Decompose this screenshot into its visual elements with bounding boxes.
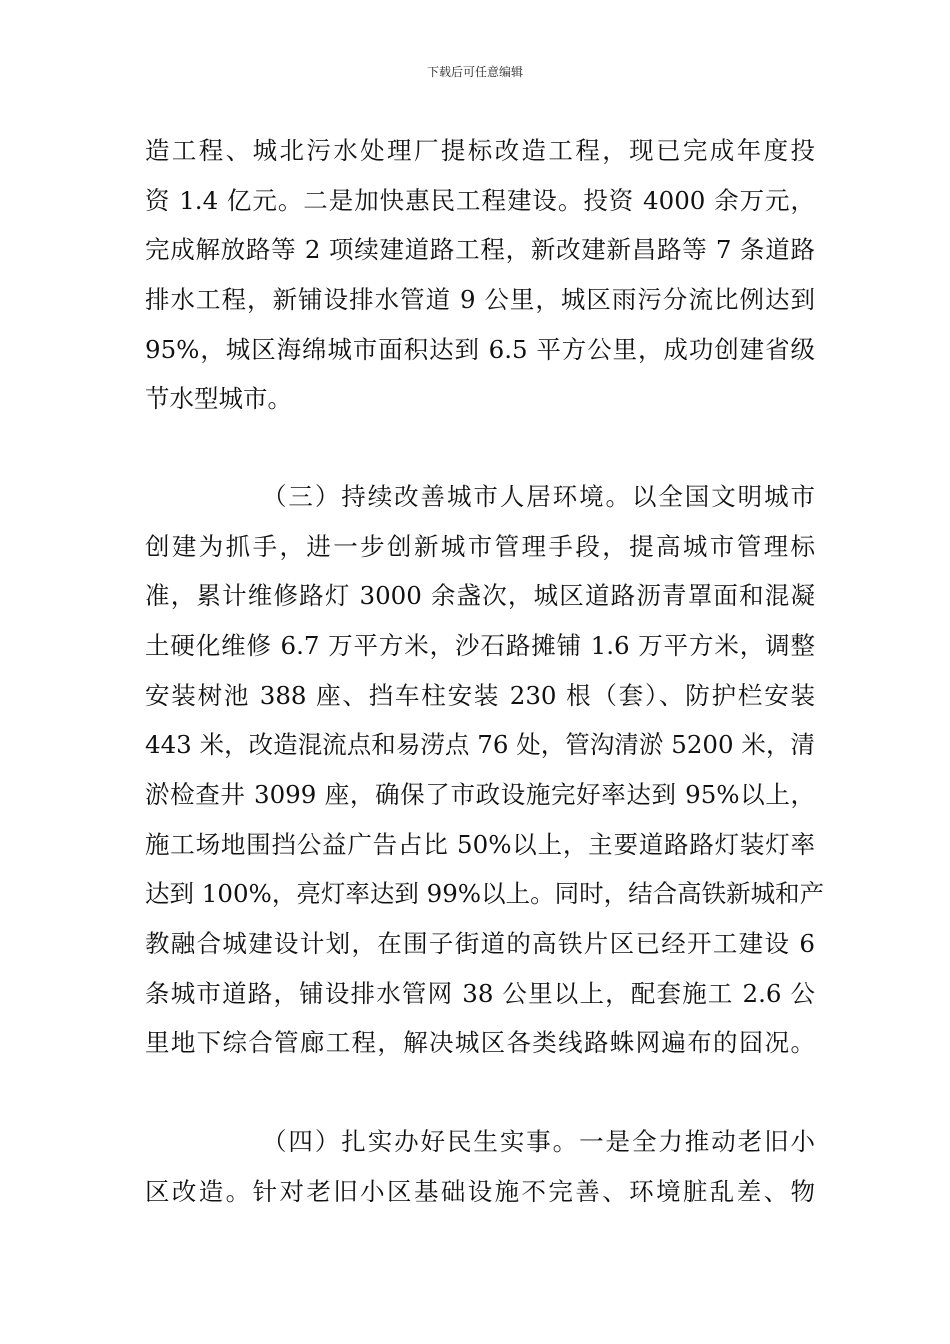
text-line: 淤检查井 3099 座，确保了市政设施完好率达到 95%以上，: [145, 780, 815, 809]
text-line: 完成解放路等 2 项续建道路工程，新改建新昌路等 7 条道路: [145, 235, 815, 264]
text-line: 节水型城市。: [145, 384, 292, 413]
section-heading-line: （三）持续改善城市人居环境。以全国文明城市: [262, 482, 815, 511]
text-line: 95%，城区海绵城市面积达到 6.5 平方公里，成功创建省级: [145, 335, 815, 364]
text-line: 区改造。针对老旧小区基础设施不完善、环境脏乱差、物: [145, 1177, 815, 1206]
page-header: 下载后可任意编辑: [426, 65, 523, 79]
text-line: 造工程、城北污水处理厂提标改造工程，现已完成年度投: [145, 136, 815, 165]
text-line: 443 米，改造混流点和易涝点 76 处，管沟清淤 5200 米，清: [145, 730, 815, 759]
text-line: 排水工程，新铺设排水管道 9 公里，城区雨污分流比例达到: [145, 285, 815, 314]
text-line: 达到 100%，亮灯率达到 99%以上。同时，结合高铁新城和产: [145, 879, 825, 908]
section-heading-line: （四）扎实办好民生实事。一是全力推动老旧小: [262, 1127, 815, 1156]
text-line: 资 1.4 亿元。二是加快惠民工程建设。投资 4000 余万元，: [145, 186, 815, 215]
text-line: 施工场地围挡公益广告占比 50%以上，主要道路路灯装灯率: [145, 830, 815, 859]
text-line: 教融合城建设计划，在围子街道的高铁片区已经开工建设 6: [145, 929, 815, 958]
text-line: 准，累计维修路灯 3000 余盏次，城区道路沥青罩面和混凝: [145, 581, 815, 610]
text-line: 创建为抓手，进一步创新城市管理手段，提高城市管理标: [145, 532, 815, 561]
text-line: 条城市道路，铺设排水管网 38 公里以上，配套施工 2.6 公: [145, 979, 815, 1008]
text-line: 安装树池 388 座、挡车柱安装 230 根（套）、防护栏安装: [145, 681, 815, 710]
text-line: 里地下综合管廊工程，解决城区各类线路蛛网遍布的囧况。: [145, 1028, 815, 1057]
text-line: 土硬化维修 6.7 万平方米，沙石路摊铺 1.6 万平方米，调整: [145, 631, 815, 660]
